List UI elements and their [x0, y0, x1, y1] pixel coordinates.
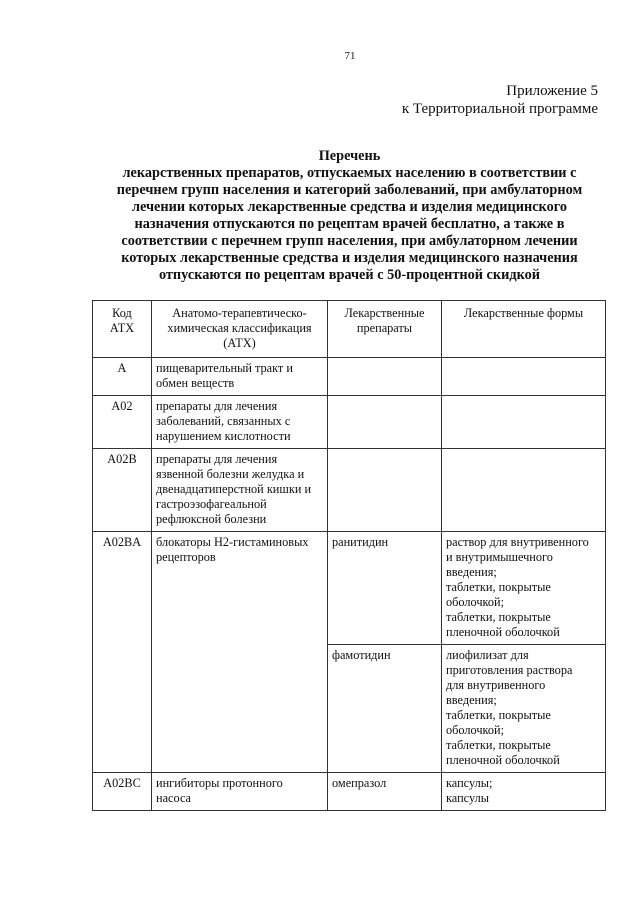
forms-cell	[442, 396, 606, 449]
cell-line: препараты для лечения	[156, 452, 278, 466]
heading-line: назначения отпускаются по рецептам врачей бесплатно, а также в	[134, 216, 565, 232]
header-atx-classification	[152, 301, 328, 358]
drug-cell	[328, 532, 442, 645]
appendix-program: к Территориальной программе	[401, 101, 598, 117]
cell-line: капсулы	[446, 791, 489, 805]
heading-line: перечнем групп населения и категорий заболеваний, при амбулаторном	[116, 182, 583, 198]
atx-code-cell: A02BA	[93, 532, 152, 773]
drug-cell	[328, 358, 442, 396]
appendix-title: Приложение 5	[506, 83, 598, 99]
header-text: Код	[112, 306, 132, 320]
header-text: (АТХ)	[223, 336, 256, 350]
cell-line: введения;	[446, 565, 497, 579]
cell-line: заболеваний, связанных с	[156, 414, 291, 428]
classification-cell	[152, 449, 328, 532]
cell-line: двенадцатиперстной кишки и	[156, 482, 312, 496]
cell-line: и внутримышечного	[446, 550, 553, 564]
cell-line: введения;	[446, 693, 497, 707]
cell-line: раствор для внутривенного	[446, 535, 589, 549]
header-atx-code	[93, 301, 152, 358]
header-text: препараты	[356, 321, 413, 335]
cell-line: омепразол	[332, 776, 387, 790]
cell-line: фамотидин	[332, 648, 391, 662]
table-row	[93, 396, 606, 449]
cell-line: язвенной болезни желудка и	[156, 467, 305, 481]
cell-line: таблетки, покрытые	[446, 708, 551, 722]
classification-cell	[152, 532, 328, 773]
header-text: Лекарственные формы	[463, 306, 584, 320]
cell-line: таблетки, покрытые	[446, 610, 551, 624]
heading-line: лекарственных препаратов, отпускаемых населению в соответствии с	[122, 165, 577, 181]
appendix-reference	[402, 82, 598, 118]
cell-line: приготовления раствора	[446, 663, 573, 677]
drug-cell	[328, 449, 442, 532]
classification-cell	[152, 396, 328, 449]
header-text: химическая классификация	[167, 321, 312, 335]
classification-cell	[152, 358, 328, 396]
cell-line: рецепторов	[156, 550, 216, 564]
cell-line: насоса	[156, 791, 192, 805]
heading-title: Перечень	[318, 148, 381, 164]
drug-list-table	[92, 300, 606, 811]
atx-code-cell: A	[93, 358, 152, 396]
heading-line: соответствии с перечнем групп населения, при амбулаторном лечении	[121, 233, 578, 249]
table-row	[93, 449, 606, 532]
forms-cell	[442, 358, 606, 396]
cell-line: капсулы;	[446, 776, 493, 790]
atx-code-cell: A02	[93, 396, 152, 449]
drug-cell	[328, 396, 442, 449]
table-header-row	[93, 301, 606, 358]
cell-line: нарушением кислотности	[156, 429, 291, 443]
cell-line: пленочной оболочкой	[446, 625, 560, 639]
cell-line: ранитидин	[332, 535, 389, 549]
cell-line: пищеварительный тракт и	[156, 361, 293, 375]
cell-line: блокаторы H2-гистаминовых	[156, 535, 309, 549]
forms-cell	[442, 532, 606, 645]
cell-line: обмен веществ	[156, 376, 235, 390]
cell-line: оболочкой;	[446, 595, 505, 609]
cell-line: таблетки, покрытые	[446, 738, 551, 752]
forms-cell	[442, 645, 606, 773]
forms-cell	[442, 773, 606, 811]
cell-line: лиофилизат для	[446, 648, 529, 662]
cell-line: препараты для лечения	[156, 399, 278, 413]
cell-line: рефлюксной болезни	[156, 512, 267, 526]
heading-line: которых лекарственные средства и изделия медицинского назначения	[121, 250, 578, 266]
cell-line: ингибиторы протонного	[156, 776, 283, 790]
heading-line: отпускаются по рецептам врачей с 50-процентной скидкой	[158, 267, 541, 283]
atx-code-cell: A02B	[93, 449, 152, 532]
page-number: 71	[344, 50, 356, 62]
cell-line: таблетки, покрытые	[446, 580, 551, 594]
header-drugs	[328, 301, 442, 358]
forms-cell	[442, 449, 606, 532]
classification-cell	[152, 773, 328, 811]
header-drug-forms	[442, 301, 606, 358]
table-row	[93, 532, 606, 645]
header-text: Анатомо-терапевтическо-	[172, 306, 307, 320]
cell-line: гастроэзофагеальной	[156, 497, 267, 511]
heading-line: лечении которых лекарственные средства и изделия медицинского	[131, 199, 568, 215]
cell-line: для внутривенного	[446, 678, 546, 692]
drug-cell	[328, 773, 442, 811]
table-row	[93, 773, 606, 811]
table-row	[93, 358, 606, 396]
atx-code-cell: A02BC	[93, 773, 152, 811]
document-heading	[92, 148, 607, 284]
header-text: Лекарственные	[344, 306, 425, 320]
cell-line: пленочной оболочкой	[446, 753, 560, 767]
header-text: АТХ	[109, 321, 135, 335]
drug-cell	[328, 645, 442, 773]
cell-line: оболочкой;	[446, 723, 505, 737]
